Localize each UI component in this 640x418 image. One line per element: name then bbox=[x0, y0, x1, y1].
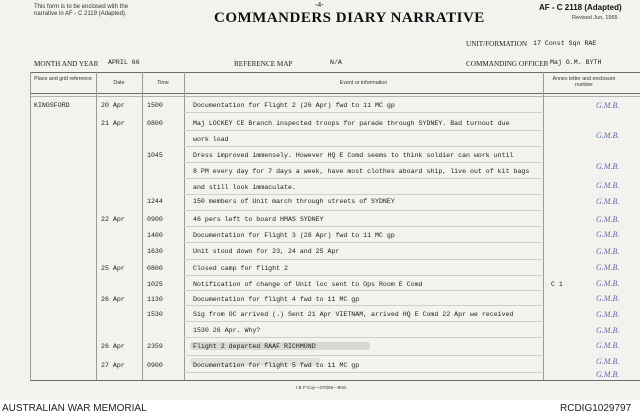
entry-time: 1045 bbox=[147, 152, 163, 159]
entry-time: 1400 bbox=[147, 232, 163, 239]
handwritten-initials: G.M.B. bbox=[596, 326, 620, 335]
commanding-officer-value: Maj G.M. BYTH bbox=[550, 59, 602, 66]
reference-map-value: N/A bbox=[330, 59, 342, 66]
handwritten-initials: G.M.B. bbox=[596, 294, 620, 303]
handwritten-initials: G.M.B. bbox=[596, 215, 620, 224]
entry-annex: C 1 bbox=[551, 281, 563, 288]
enclosure-note-line-1: This form is to be enclosed with the bbox=[34, 4, 129, 10]
entry-text: Documentation for flight 5 fwd to 11 MC gp bbox=[193, 362, 360, 369]
revised-date: Revised Jun, 1965 bbox=[572, 15, 618, 21]
column-divider bbox=[142, 72, 143, 380]
handwritten-initials: G.M.B. bbox=[596, 181, 620, 190]
entry-time: 0800 bbox=[147, 120, 163, 127]
ruled-line bbox=[184, 355, 542, 356]
header-double-rule bbox=[30, 96, 640, 97]
entry-text: and still look immaculate. bbox=[193, 184, 296, 191]
month-year-value: APRIL 66 bbox=[108, 59, 140, 66]
entry-text: Sig from OC arrived (.) Sent 21 Apr VIETNAM, arrived HQ E Comd 22 Apr we received bbox=[193, 311, 514, 318]
entry-text: Documentation for Flight 3 (28 Apr) fwd to 11 MC gp bbox=[193, 232, 395, 239]
handwritten-initials: G.M.B. bbox=[596, 162, 620, 171]
entry-date: 26 Apr bbox=[101, 343, 125, 350]
entry-time: 2359 bbox=[147, 343, 163, 350]
record-id: RCDIG1029797 bbox=[560, 403, 632, 414]
ruled-line bbox=[184, 194, 542, 195]
page-marker: -4- bbox=[315, 2, 324, 9]
entry-text: Closed camp for flight 2 bbox=[193, 265, 288, 272]
header-bottom-border bbox=[30, 93, 640, 94]
archive-footer bbox=[0, 400, 640, 418]
entry-text: 8 PM every day for 7 days a week, have most clothes aboard ship, live out of kit bags bbox=[193, 168, 530, 175]
column-header-annex: Annex letter and enclosure number bbox=[552, 76, 616, 88]
entry-date: 22 Apr bbox=[101, 216, 125, 223]
ruled-line bbox=[184, 259, 542, 260]
archive-name: AUSTRALIAN WAR MEMORIAL bbox=[2, 403, 147, 414]
handwritten-initials: G.M.B. bbox=[596, 197, 620, 206]
entry-text: Documentation for flight 4 fwd to 11 MC gp bbox=[193, 296, 360, 303]
handwritten-initials: G.M.B. bbox=[596, 263, 620, 272]
entry-text: Notification of change of Unit loc sent to Ops Room E Comd bbox=[193, 281, 423, 288]
column-header-time: Time bbox=[157, 80, 169, 86]
column-divider bbox=[30, 72, 31, 380]
ruled-line bbox=[184, 130, 542, 131]
entry-time: 1500 bbox=[147, 102, 163, 109]
entry-date: 21 Apr bbox=[101, 120, 125, 127]
handwritten-initials: G.M.B. bbox=[596, 310, 620, 319]
column-divider bbox=[543, 72, 544, 380]
handwritten-initials: G.M.B. bbox=[596, 357, 620, 366]
entry-text: Unit stood down for 23, 24 and 25 Apr bbox=[193, 248, 340, 255]
handwritten-initials: G.M.B. bbox=[596, 101, 620, 110]
table-top-border bbox=[30, 72, 640, 73]
entry-text: Flight 2 departed RAAF RICHMOND bbox=[193, 343, 316, 350]
enclosure-note-line-2: narrative in AF - C 2119 (Adapted). bbox=[34, 11, 127, 17]
ruled-line bbox=[184, 321, 542, 322]
entry-date: 26 Apr bbox=[101, 296, 125, 303]
column-header-date: Date bbox=[113, 80, 125, 86]
column-divider bbox=[96, 72, 97, 380]
handwritten-initials: G.M.B. bbox=[596, 230, 620, 239]
entry-text: Maj LOCKEY CE Branch inspected troops for parade through SYDNEY. Bad turnout due bbox=[193, 120, 510, 127]
unit-formation-label: UNIT/FORMATION bbox=[466, 40, 528, 48]
entry-time: 1025 bbox=[147, 281, 163, 288]
month-year-label: MONTH AND YEAR bbox=[34, 60, 99, 68]
entry-time: 0900 bbox=[147, 216, 163, 223]
entry-time: 1130 bbox=[147, 296, 163, 303]
ruled-line bbox=[184, 305, 542, 306]
handwritten-initials: G.M.B. bbox=[596, 370, 620, 379]
handwritten-initials: G.M.B. bbox=[596, 279, 620, 288]
handwritten-initials: G.M.B. bbox=[596, 131, 620, 140]
entry-place: KINGSFORD bbox=[34, 102, 70, 109]
entry-time: 0900 bbox=[147, 362, 163, 369]
column-header-event: Event or information bbox=[339, 80, 388, 86]
ruled-line bbox=[184, 275, 542, 276]
ruled-line bbox=[184, 210, 542, 211]
ruled-line bbox=[184, 178, 542, 179]
entry-text: 150 members of Unit march through streets of SYDNEY bbox=[193, 198, 395, 205]
entry-time: 1630 bbox=[147, 248, 163, 255]
entry-time: 1530 bbox=[147, 311, 163, 318]
entry-text: work load bbox=[193, 136, 229, 143]
ruled-line bbox=[184, 242, 542, 243]
entry-text: Documentation for Flight 2 (26 Apr) fwd to 11 MC gp bbox=[193, 102, 395, 109]
commanding-officer-label: COMMANDING OFFICER bbox=[466, 60, 549, 68]
entry-time: 0800 bbox=[147, 265, 163, 272]
entry-text: 46 pers left to board HMAS SYDNEY bbox=[193, 216, 324, 223]
page-title: COMMANDERS DIARY NARRATIVE bbox=[214, 10, 485, 26]
unit-formation-value: 17 Const Sqn RAE bbox=[533, 40, 597, 47]
ruled-line bbox=[184, 162, 542, 163]
entry-text: 1530 26 Apr. Why? bbox=[193, 327, 261, 334]
entry-date: 20 Apr bbox=[101, 102, 125, 109]
entry-date: 27 Apr bbox=[101, 362, 125, 369]
handwritten-initials: G.M.B. bbox=[596, 341, 620, 350]
ruled-line bbox=[184, 146, 542, 147]
reference-map-label: REFERENCE MAP bbox=[234, 60, 293, 68]
column-header-place: Place and grid reference bbox=[34, 76, 92, 82]
entry-date: 25 Apr bbox=[101, 265, 125, 272]
ruled-line bbox=[184, 290, 542, 291]
ruled-line bbox=[184, 372, 542, 373]
entry-time: 1244 bbox=[147, 198, 163, 205]
printer-imprint: I B P Coy—270/65—80m bbox=[296, 385, 347, 390]
form-number: AF - C 2118 (Adapted) bbox=[539, 3, 622, 12]
table-bottom-border bbox=[30, 380, 640, 381]
handwritten-initials: G.M.B. bbox=[596, 247, 620, 256]
ruled-line bbox=[184, 337, 542, 338]
ruled-line bbox=[184, 226, 542, 227]
ruled-line bbox=[184, 112, 542, 113]
entry-text: Dress improved immensely. However HQ E Comd seems to think soldier can work until bbox=[193, 152, 514, 159]
